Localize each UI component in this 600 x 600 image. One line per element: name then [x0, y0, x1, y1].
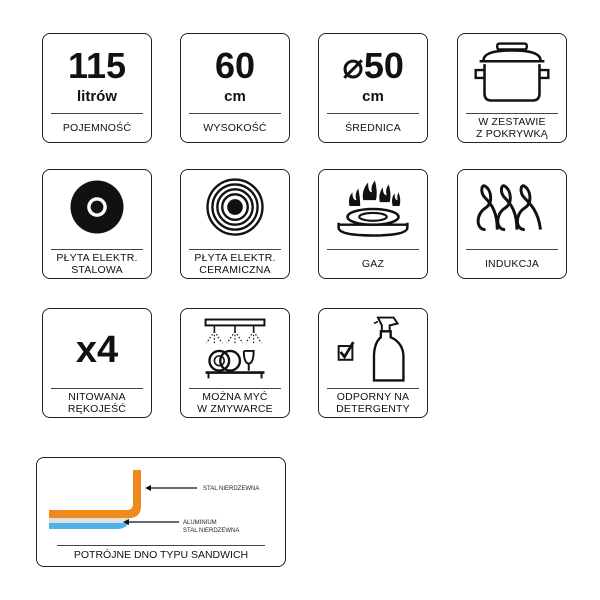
lid-label-line1: W ZESTAWIE — [478, 116, 546, 128]
steel-top-layer — [49, 470, 141, 518]
steel-plate-icon — [43, 170, 151, 248]
sandwich-layers-diagram — [37, 458, 285, 544]
detergent-label-line2: DETERGENTY — [336, 403, 410, 415]
height-tile — [180, 33, 290, 143]
diameter-tile — [318, 33, 428, 143]
dishwasher-label — [183, 391, 287, 415]
sandwich-bottom-panel — [36, 457, 286, 567]
layer-bottom-label: STAL NIERDZEWNA — [183, 528, 240, 534]
rivets-label-line1: NITOWANA — [68, 391, 126, 403]
detergent-tile — [318, 308, 428, 418]
height-label: WYSOKOŚĆ — [203, 122, 267, 134]
rivets-tile — [42, 308, 152, 418]
detergent-label — [321, 391, 425, 415]
divider — [466, 249, 558, 250]
divider — [189, 113, 281, 114]
divider — [327, 388, 419, 389]
gas-label: GAZ — [361, 258, 385, 270]
steel-bottom-layer — [49, 523, 129, 529]
layer-mid-label: ALUMINIUM — [183, 520, 217, 526]
ceramic-plate-label-line2: CERAMICZNA — [199, 264, 271, 276]
rivets-value: x4 — [75, 329, 119, 371]
divider — [51, 388, 143, 389]
pot-with-lid-icon — [458, 34, 566, 112]
ceramic-plate-label-line1: PŁYTA ELEKTR. — [194, 252, 276, 264]
capacity-value: 115 — [67, 45, 127, 86]
divider — [51, 113, 143, 114]
layer-top-label: STAL NIERDZEWNA — [203, 486, 260, 492]
gas-tile — [318, 169, 428, 279]
sandwich-label: POTRÓJNE DNO TYPU SANDWICH — [73, 549, 249, 561]
aluminium-layer — [49, 518, 129, 523]
dishwasher-tile — [180, 308, 290, 418]
divider — [189, 249, 281, 250]
rivets-label-line2: RĘKOJEŚĆ — [67, 403, 127, 415]
lid-label — [460, 116, 564, 140]
divider — [189, 388, 281, 389]
divider — [51, 249, 143, 250]
diameter-label: ŚREDNICA — [345, 122, 401, 134]
lid-label-line2: Z POKRYWKĄ — [476, 128, 548, 140]
ceramic-plate-icon — [181, 170, 289, 248]
capacity-tile — [42, 33, 152, 143]
steel-plate-tile — [42, 169, 152, 279]
ceramic-plate-tile — [180, 169, 290, 279]
height-unit: cm — [224, 88, 246, 105]
divider — [327, 249, 419, 250]
induction-label: INDUKCJA — [484, 258, 540, 270]
steel-plate-label-line1: PŁYTA ELEKTR. — [56, 252, 138, 264]
spray-bottle-icon — [319, 309, 427, 387]
rivets-label — [45, 391, 149, 415]
gas-burner-icon — [319, 170, 427, 248]
capacity-label: POJEMNOŚĆ — [62, 122, 132, 134]
diameter-value: ⌀50 — [342, 45, 404, 86]
divider — [57, 545, 265, 546]
steel-plate-label — [45, 252, 149, 276]
steel-plate-label-line2: STALOWA — [71, 264, 123, 276]
lid-tile — [457, 33, 567, 143]
dishwasher-label-line1: MOŻNA MYĆ — [202, 391, 268, 403]
induction-tile — [457, 169, 567, 279]
ceramic-plate-label — [183, 252, 287, 276]
diameter-unit: cm — [362, 88, 384, 105]
capacity-unit: litrów — [77, 88, 117, 105]
dishwasher-icon — [181, 309, 289, 387]
divider — [466, 113, 558, 114]
divider — [327, 113, 419, 114]
height-value: 60 — [214, 45, 256, 86]
dishwasher-label-line2: W ZMYWARCE — [197, 403, 273, 415]
induction-coil-icon — [458, 170, 566, 248]
detergent-label-line1: ODPORNY NA — [336, 391, 410, 403]
